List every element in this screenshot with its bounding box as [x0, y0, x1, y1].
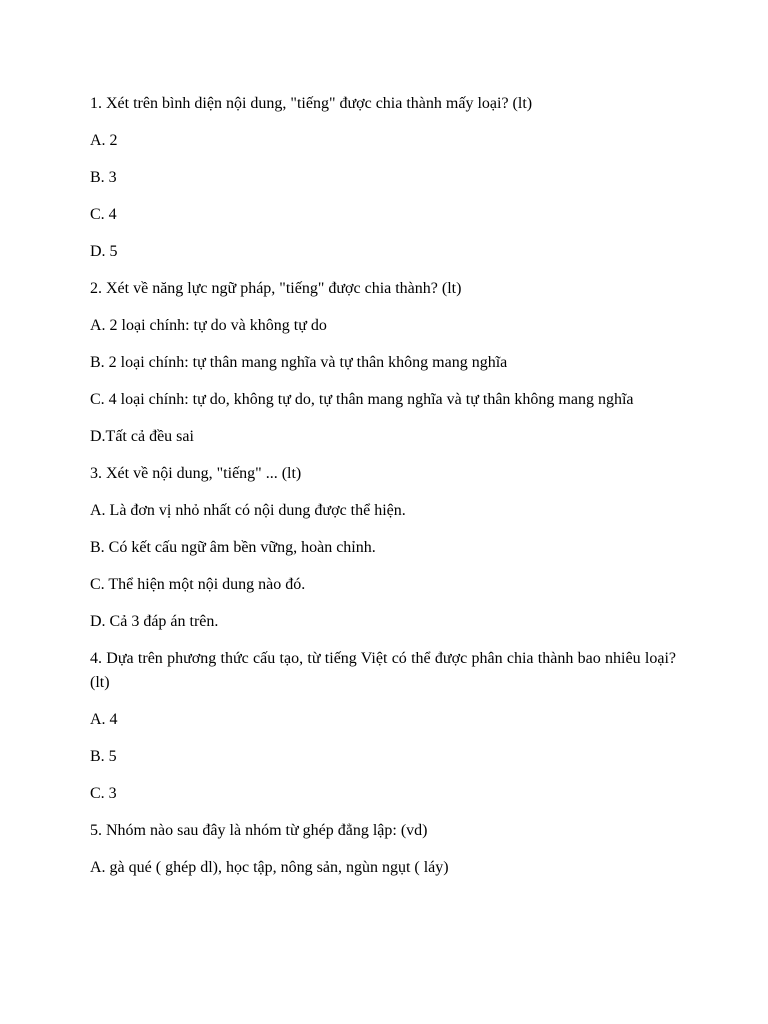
question-2-option-c: C. 4 loại chính: tự do, không tự do, tự thân mang nghĩa và tự thân không mang nghĩa [90, 391, 634, 408]
question-2-option-a: A. 2 loại chính: tự do và không tự do [90, 317, 327, 334]
question-2-option-d: D.Tất cả đều sai [90, 428, 194, 445]
question-4-option-b: B. 5 [90, 748, 117, 765]
document-page [90, 92, 676, 893]
question-3-option-b: B. Có kết cấu ngữ âm bền vững, hoàn chỉnh. [90, 539, 376, 556]
question-3-option-a: A. Là đơn vị nhỏ nhất có nội dung được thể hiện. [90, 502, 406, 519]
question-1-option-b: B. 3 [90, 169, 117, 186]
question-3-option-d: D. Cả 3 đáp án trên. [90, 613, 219, 630]
question-1-option-a: A. 2 [90, 132, 118, 149]
question-5-text: 5. Nhóm nào sau đây là nhóm từ ghép đẳng lập: (vd) [90, 822, 428, 839]
question-3-text: 3. Xét về nội dung, "tiếng" ... (lt) [90, 465, 302, 482]
question-2-option-b: B. 2 loại chính: tự thân mang nghĩa và tự thân không mang nghĩa [90, 354, 508, 371]
question-1-option-d: D. 5 [90, 243, 118, 260]
question-4-text: 4. Dựa trên phương thức cấu tạo, từ tiếng Việt có thể được phân chia thành bao nhiêu loại? (lt) [90, 650, 676, 691]
question-3-option-c: C. Thể hiện một nội dung nào đó. [90, 576, 306, 593]
question-1-option-c: C. 4 [90, 206, 117, 223]
question-4-option-a: A. 4 [90, 711, 118, 728]
question-4-option-c: C. 3 [90, 785, 117, 802]
question-1-text: 1. Xét trên bình diện nội dung, "tiếng" được chia thành mấy loại? (lt) [90, 95, 533, 112]
question-2-text: 2. Xét về năng lực ngữ pháp, "tiếng" được chia thành? (lt) [90, 280, 462, 297]
question-5-option-a: A. gà qué ( ghép dl), học tập, nông sản, ngùn ngụt ( láy) [90, 859, 449, 876]
